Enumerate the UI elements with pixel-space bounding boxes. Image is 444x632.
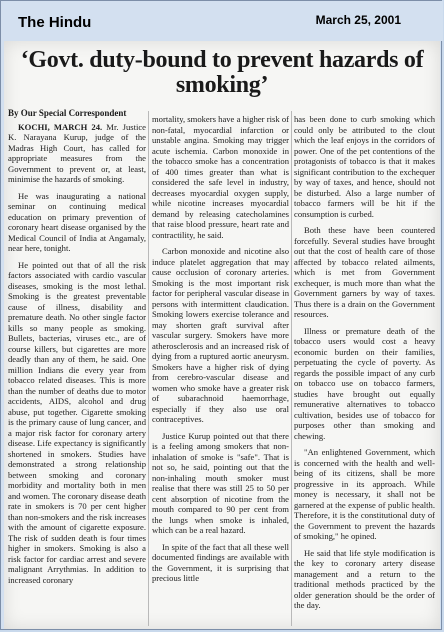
newspaper-name: The Hindu (18, 14, 92, 31)
article-paragraph: Justice Kurup pointed out that there is a feeling among smokers that non-inhalation of smoke is "safe". That is not so, he said, pointing out that the non-inhaling mouth smoker must realise that there was still 25 to 50 per cent absorption of nicotine from the mouth compared to 90 per cent from the lungs when smoke is inhaled, which can be a real hazard. (152, 430, 289, 535)
article-paragraph: Carbon monoxide and nicotine also induce platelet aggregation that may cause occlusion of coronary arteries. Smoking is the most important risk factor for peripheral vascular disease in persons with intermittent claudication. Smoking lowers exercise tolerance and may shorten graft survival after vascular surgery. Smokers have more atherosclerosis and an increased risk of dying from a ruptured aortic aneurysm. Smokers have a higher risk of dying from cerebro-vascular disease and women who smoke have a greater risk of subarachnoid haemorrhage, especially if they also use oral contraceptives. (152, 246, 289, 424)
publication-date: March 25, 2001 (315, 13, 401, 27)
paragraph-text: Mr. Justice K. Narayana Kurup, judge of the Madras High Court, has called for appropriate measures from the Government to prevent or, at least, minimise the hazards of smoking. (8, 121, 146, 184)
article-paragraph: mortality, smokers have a higher risk of non-fatal, myocardial infarction or unstable angina. Smoking may trigger acute ischemia. Carbon monoxide in the tobacco smoke has a concentration of 400 times greater than what is considered the safe level in industry, decreases myocardial oxygen supply, while nicotine increases myocardial demand by releasing catecholamines that raise blood pressure, heart rate and contractility, he said. (152, 114, 289, 240)
column-divider (291, 111, 292, 626)
article-paragraph: He was inaugurating a national seminar on continuing medical education on primary prevention of coronary heart disease organised by the Medical Council of India at Angamaly, near here, tonight. (8, 190, 146, 253)
article-paragraph: He said that life style modification is the key to coronary artery disease management and a return to the traditional methods practiced by the older generation should be the order of the day. (294, 547, 435, 610)
article-column-1 (8, 108, 146, 628)
article-paragraph (8, 122, 146, 185)
article-paragraph: "An enlightened Government, which is concerned with the health and well-being of its citizens, shall be more progressive in its approach. While money is necessary, it shall not be garnered at the expense of public health. Therefore, it is the constitutional duty of the Government to prevent the hazards of smoking," he opined. (294, 447, 435, 541)
clipping-header (1, 1, 443, 41)
newspaper-clipping (4, 41, 440, 629)
column-divider (148, 111, 149, 626)
article-column-3 (294, 114, 435, 628)
article-dateline: KOCHI, MARCH 24. (18, 121, 103, 132)
article-byline: By Our Special Correspondent (8, 108, 127, 118)
article-paragraph: Illness or premature death of the tobacco users would cost a heavy economic burden on their families, perpetuating the cycle of poverty. As regards the possible impact of any curb on tobacco use on tobacco farmers, studies have brought out equally remunerative alternatives to tobacco cultivation, besides use of tobacco for purposes other than smoking and chewing. (294, 325, 435, 441)
article-paragraph: has been done to curb smoking which could only be attributed to the clout which the leaf enjoys in the corridors of power. One of the pet contentions of the protagonists of tobacco is that it makes significant contribution to the exchequer by way of taxes, and hence, should not be disturbed. Also a large number of tobacco farmers will be hit if the consumption is curbed. (294, 114, 435, 219)
article-paragraph: He pointed out that of all the risk factors associated with cardio vascular diseases, smoking is the most lethal. Smoking is the greatest preventable cause of illness, disability and premature death. No other single factor kills so many people as smoking. Bullets, bacterias, viruses etc., are of course killers, but cigarettes are more deadly than any of them, he said. One million Indians die every year from tobacco related diseases. This is more than the number of deaths due to motor accidents, AIDS, alcohol and drug abuse, put together. Cigarette smoking is the primary cause of lung cancer, and a major risk factor for coronary artery disease. Life expectancy is significantly shortened in smokers. Studies have demonstrated a strong relationship between smoking and coronary morbidity and mortality both in men and women. The coronary disease death rate in smokers is 70 per cent higher than non-smokers and the risk increases with the amount of cigarette exposure. The risk of sudden death is four times higher in smokers. Smoking is also a risk factor for cardiac arrest and severe malignant Arrythmias. In addition to increased coronary (8, 259, 146, 585)
article-headline: ‘Govt. duty-bound to prevent hazards of smoking’ (20, 47, 424, 98)
article-paragraph: Both these have been countered forcefully. Several studies have brought out that the cost of health care of those affected by tobacco related ailments, which is met from Government exchequer, is much more than what the Government garners by way of taxes. Thus there is a drain on the Government resources. (294, 225, 435, 319)
article-column-2 (152, 114, 289, 628)
article-paragraph: In spite of the fact that all these well documented findings are available with the Government, it is surprising that precious little (152, 541, 289, 583)
